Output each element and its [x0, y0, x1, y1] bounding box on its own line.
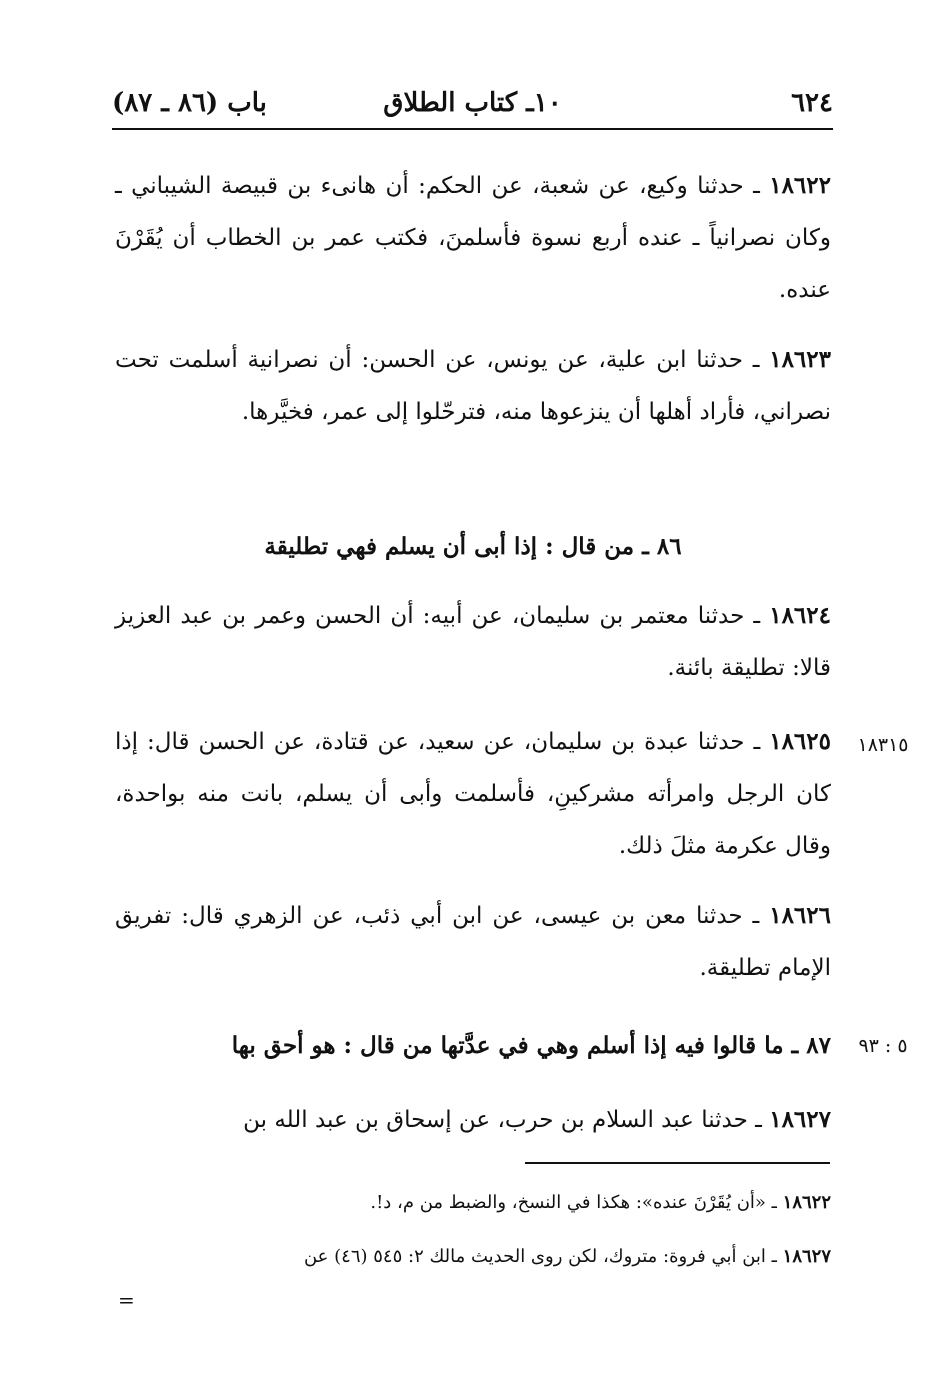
hadith-text: ـ حدثنا معن بن عيسى، عن ابن أبي ذئب، عن الزهري قال: تفريق الإمام تطليقة. [115, 903, 831, 981]
footnote-text: ـ «أن يُقَرْنَ عنده»: هكذا في النسخ، والضبط من م، د!. [370, 1192, 783, 1213]
margin-reference: ١٨٣١٥ [857, 734, 909, 756]
chapter-heading: ٨٦ ـ من قال : إذا أبى أن يسلم فهي تطليقة [264, 533, 682, 560]
hadith-text: ـ حدثنا معتمر بن سليمان، عن أبيه: أن الحسن وعمر بن عبد العزيز قالا: تطليقة بائنة. [115, 603, 831, 681]
header-rule [112, 128, 833, 130]
hadith-paragraph [115, 716, 831, 872]
hadith-number: ١٨٦٢٦ [769, 902, 831, 929]
chapter-range: باب (٨٦ ـ ٨٧) [112, 88, 267, 118]
hadith-paragraph [115, 590, 831, 694]
footnote-number: ١٨٦٢٢ [782, 1192, 831, 1213]
chapter-heading: ٨٧ ـ ما قالوا فيه إذا أسلم وهي في عدَّتها من قال : هو أحق بها [231, 1032, 831, 1059]
hadith-paragraph [115, 890, 831, 994]
footnote-rule [525, 1162, 830, 1164]
hadith-number: ١٨٦٢٤ [769, 602, 831, 629]
margin-reference: ٥ : ٩٣ [858, 1035, 908, 1057]
page-number: ٦٢٤ [791, 88, 833, 118]
hadith-number: ١٨٦٢٥ [769, 728, 831, 755]
hadith-number: ١٨٦٢٣ [769, 346, 831, 373]
hadith-paragraph [115, 1094, 831, 1146]
footnote-text: ـ ابن أبي فروة: متروك، لكن روى الحديث مالك ٢: ٥٤٥ (٤٦) عن [303, 1246, 783, 1267]
footnote-number: ١٨٦٢٧ [782, 1246, 831, 1267]
hadith-paragraph [115, 334, 831, 438]
hadith-text: ـ حدثنا ابن علية، عن يونس، عن الحسن: أن نصرانية أسلمت تحت نصراني، فأراد أهلها أن ينزعوها منه، فترحّلوا إلى عمر، فخيَّرها. [115, 347, 831, 425]
footnote [115, 1188, 831, 1218]
hadith-number: ١٨٦٢٢ [769, 172, 831, 199]
hadith-paragraph [115, 160, 831, 316]
book-title: ١٠ـ كتاب الطلاق [383, 88, 562, 118]
hadith-text: ـ حدثنا وكيع، عن شعبة، عن الحكم: أن هانىء بن قبيصة الشيباني ـ وكان نصرانياً ـ عنده أربع نسوة فأسلمنَ، فكتب عمر بن الخطاب أن يُقَرْنَ عنده. [115, 173, 831, 303]
hadith-text: ـ حدثنا عبد السلام بن حرب، عن إسحاق بن عبد الله بن [243, 1107, 770, 1133]
continuation-mark: = [118, 1288, 135, 1312]
hadith-text: ـ حدثنا عبدة بن سليمان، عن سعيد، عن قتادة، عن الحسن قال: إذا كان الرجل وامرأته مشركينِ، فأسلمت وأبى أن يسلم، بانت منه بواحدة، وقال عكرمة مثلَ ذلك. [115, 729, 831, 859]
hadith-number: ١٨٦٢٧ [769, 1106, 831, 1133]
running-header [112, 88, 833, 124]
footnote [115, 1242, 831, 1272]
